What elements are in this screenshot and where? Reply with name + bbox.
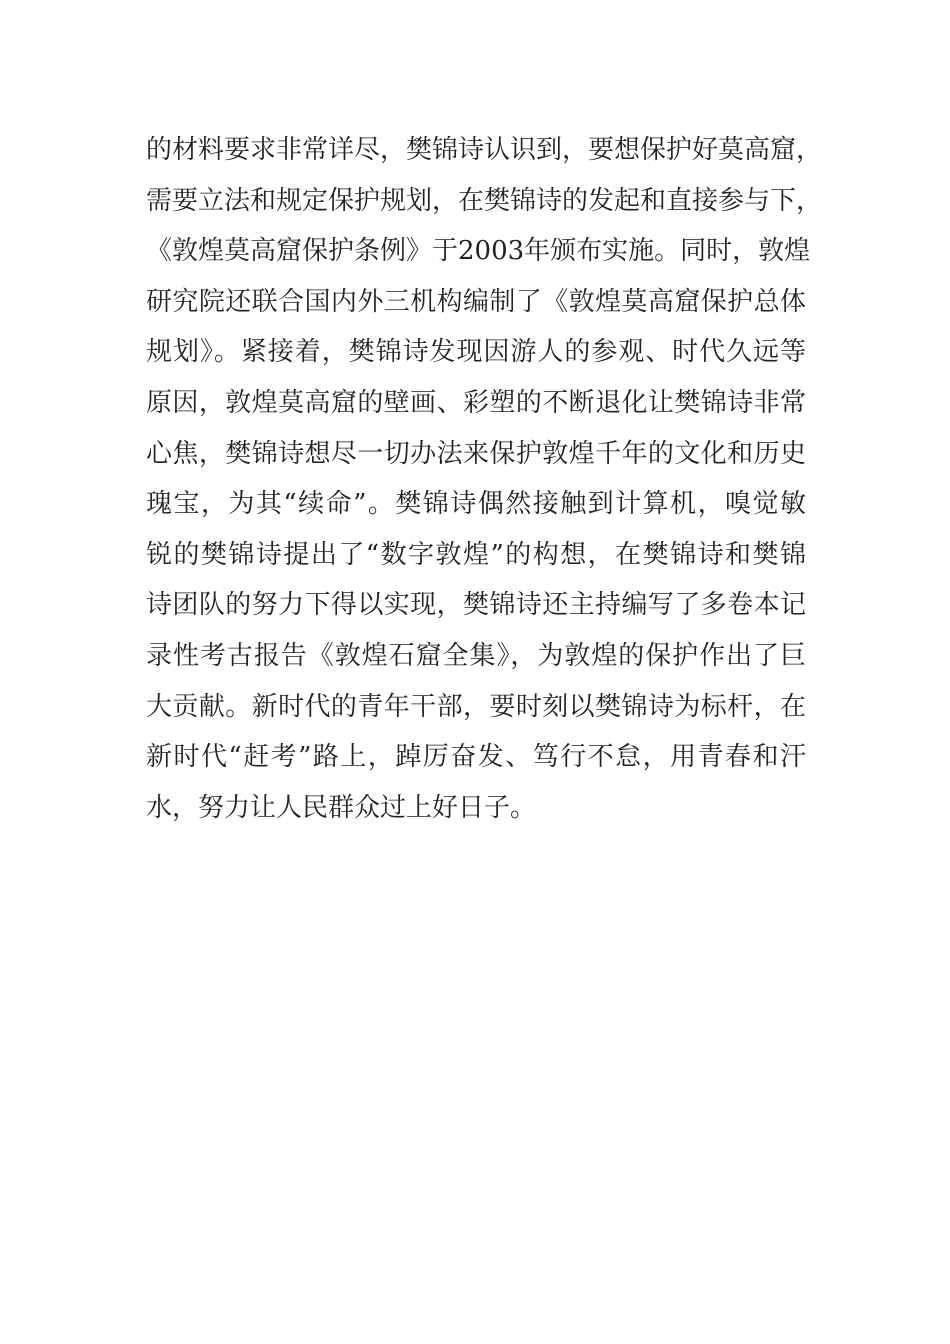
body-paragraph <box>146 125 823 833</box>
text-line: 的材料要求非常详尽，樊锦诗认识到，要想保护好莫高窟， <box>146 135 823 165</box>
text-line: 诗团队的努力下得以实现，樊锦诗还主持编写了多卷本记 <box>146 590 806 621</box>
text-line: 水，努力让人民群众过上好日子。 <box>146 792 537 823</box>
text-line: 录性考古报告《敦煌石窟全集》，为敦煌的保护作出了巨 <box>146 640 806 671</box>
text-line: 心焦，樊锦诗想尽一切办法来保护敦煌千年的文化和历史 <box>146 438 806 469</box>
text-line: 瑰宝，为其“续命”。樊锦诗偶然接触到计算机，嗅觉敏 <box>146 489 806 520</box>
text-line: 《敦煌莫高窟保护条例》于2003年颁布实施。同时，敦煌 <box>146 236 811 267</box>
text-line: 锐的樊锦诗提出了“数字敦煌”的构想，在樊锦诗和樊锦 <box>146 539 806 570</box>
text-line: 大贡献。新时代的青年干部，要时刻以樊锦诗为标杆，在 <box>146 691 806 722</box>
text-line: 规划》。紧接着，樊锦诗发现因游人的参观、时代久远等 <box>146 337 806 368</box>
text-line: 原因，敦煌莫高窟的壁画、彩塑的不断退化让樊锦诗非常 <box>146 387 806 418</box>
text-line: 研究院还联合国内外三机构编制了《敦煌莫高窟保护总体 <box>146 286 806 317</box>
text-line: 需要立法和规定保护规划，在樊锦诗的发起和直接参与下， <box>146 185 823 216</box>
text-line: 新时代“赶考”路上，踔厉奋发、笃行不怠，用青春和汗 <box>146 742 806 773</box>
